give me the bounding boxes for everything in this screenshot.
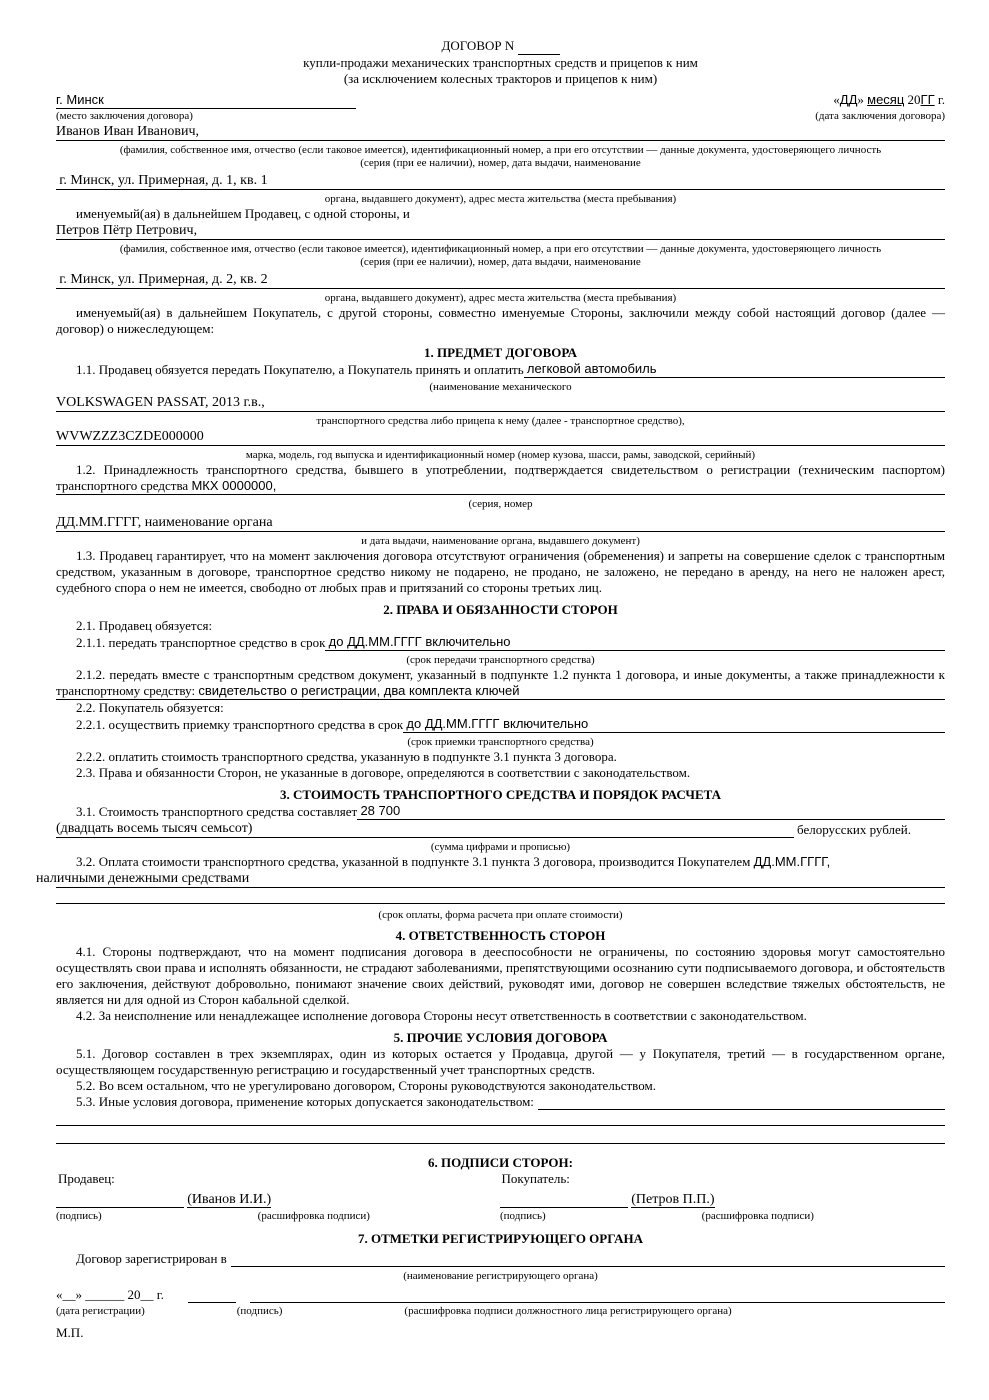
vin-value: WVWZZZ3CZDE000000 [56,429,204,444]
seller-role-text: именуемый(ая) в дальнейшем Продавец, с одной стороны, и [76,206,410,221]
clause-5-1: 5.1. Договор составлен в трех экземплярах, один из которых остается у Продавца, другой — у Покупателя, третий — в государственном органе, осуществляющем государственную регистрацию и государственный учет транспортных средств. [56,1046,945,1077]
registration-org-row [56,1251,945,1267]
seller-name-hint-2: (серия (при ее наличии), номер, дата выдачи, наименование [360,157,641,169]
signature-labels-row [56,1171,945,1187]
clause-2-1-1 [56,634,945,651]
section-7-heading: 7. ОТМЕТКИ РЕГИСТРИРУЮЩЕГО ОРГАНА [358,1231,643,1246]
seller-address-hint: органа, выдавшего документ), адрес места жительства (места пребывания) [324,193,677,205]
payment-date-value[interactable]: ДД.ММ.ГГГГ, [753,854,831,869]
price-words-row [56,820,945,838]
clause-3-1 [56,803,945,820]
buyer-name-hint-2: (серия (при ее наличии), номер, дата выдачи, наименование [360,256,641,268]
registration-issued-field[interactable] [56,514,945,532]
title-text: ДОГОВОР N [441,38,515,53]
buyer-role-text: именуемый(ая) в дальнейшем Покупатель, с другой стороны, совместно именуемые Стороны, заключили между собой настоящий договор (далее — договор) о нижеследующем: [56,305,945,336]
contract-title [56,38,945,55]
registrar-decode-hint: (расшифровка подписи должностного лица регистрирующего органа) [404,1305,732,1317]
registration-hints-row [56,1303,945,1319]
stamp-place: М.П. [56,1325,84,1340]
signature-lines-row [56,1191,945,1208]
date-hint: (дата заключения договора) [815,110,945,122]
seller-address-field[interactable] [56,172,945,190]
clause-4-1: 4.1. Стороны подтверждают, что на момент подписания договора в дееспособности не ограничены, по состоянию здоровья могут самостоятельно осуществлять свои права и исполнять обязанности, не страдают заболеваниями, препятствующими осознанию сути подписываемого договора, и обстоятельств его заключения, действуют добровольно, понимают значение своих действий, руководят ими, договор не совершен вследствие тяжелых обстоятельств, не является ни для одной из Сторон кабальной сделкой. [56,944,945,1007]
buyer-name: Петров Пётр Петрович, [56,223,198,238]
seller-sign-hint: (подпись) [56,1210,102,1222]
buyer-signature-field[interactable] [500,1191,628,1208]
vehicle-model-value: VOLKSWAGEN PASSAT, 2013 г.в., [56,395,265,410]
clause-2-2-2: 2.2.2. оплатить стоимость транспортного средства, указанную в подпункте 3.1 пункта 3 договора. [76,749,617,764]
transfer-term-field[interactable] [325,634,945,651]
registration-date-row [56,1286,945,1303]
seller-name-hint-1: (фамилия, собственное имя, отчество (если таковое имеется), идентификационный номер, а при его отсутствии — данные документа, удостоверяющего личность [119,144,882,156]
clause-5-3 [56,1094,945,1110]
signature-hints-row [56,1208,945,1225]
place-hint: (место заключения договора) [56,110,193,122]
clause-1-1-text: 1.1. Продавец обязуется передать Покупателю, а Покупатель принять и оплатить [76,362,524,377]
registration-hint-d: (серия, номер [468,498,533,510]
section-5-heading: 5. ПРОЧИЕ УСЛОВИЯ ДОГОВОРА [393,1030,608,1045]
clause-2-3: 2.3. Права и обязанности Сторон, не указанные в договоре, определяются в соответствии с законодательством. [76,765,691,780]
clause-2-2-1 [56,716,945,733]
price-value: 28 700 [360,803,401,818]
date-year: ГГ [920,92,935,107]
buyer-address: г. Минск, ул. Примерная, д. 2, кв. 2 [59,272,268,287]
clause-1-3: 1.3. Продавец гарантирует, что на момент заключения договора отсутствуют ограничения (обременения) и запреты на совершение сделок с транспортным средством, указанным в договоре, транспортное средство никому не подарено, не продано, не заложено, не передано в аренду, на него не наложен арест, судебного спора о нем не имеется, свободно от любых прав и притязаний со стороны третьих лиц. [56,548,945,595]
clause-2-1: 2.1. Продавец обязуется: [76,618,213,633]
registrar-sign-hint: (подпись) [236,1305,283,1317]
date-day: ДД [839,92,858,107]
buyer-signature-decode: (Петров П.П.) [631,1192,715,1207]
other-terms-field-1[interactable] [538,1095,945,1110]
vehicle-type-field[interactable] [524,361,945,378]
seller-signature-hints [56,1208,500,1225]
price-words-value: (двадцать восемь тысяч семьсот) [56,821,253,836]
clause-2-2-1-text: 2.2.1. осуществить приемку транспортного средства в срок [76,717,404,732]
seller-address: г. Минск, ул. Примерная, д. 1, кв. 1 [59,173,268,188]
section-3-heading: 3. СТОИМОСТЬ ТРАНСПОРТНОГО СРЕДСТВА И ПОРЯДОК РАСЧЕТА [279,787,722,802]
vin-field[interactable] [56,428,945,446]
contract-subtitle-2: (за исключением колесных тракторов и прицепов к ним) [343,71,658,86]
clause-1-1 [56,361,945,378]
registration-date-hint: (дата регистрации) [56,1305,145,1317]
clause-2-1-2-text: 2.1.2. передать вместе с транспортным средством документ, указанный в подпункте 1.2 пункта 1 договора, и иные документы, а также принадлежности к транспортному средству: [56,667,945,698]
seller-signature-field[interactable] [56,1191,184,1208]
price-words-field[interactable] [56,820,794,838]
seller-decode-hint: (расшифровка подписи) [257,1210,370,1222]
acceptance-term-hint: (срок приемки транспортного средства) [407,736,594,748]
section-6-heading: 6. ПОДПИСИ СТОРОН: [428,1155,573,1170]
payment-form-value[interactable]: наличными денежными средствами [36,871,250,886]
vehicle-model-field[interactable] [56,394,945,412]
transfer-term-hint: (срок передачи транспортного средства) [406,654,595,666]
acceptance-term-field[interactable] [403,716,945,733]
place-field[interactable] [56,92,356,109]
clause-2-1-1-text: 2.1.1. передать транспортное средство в срок [76,635,326,650]
contract-date-field[interactable] [833,92,945,109]
price-field[interactable] [357,803,945,820]
acceptance-term-value: до ДД.ММ.ГГГГ включительно [406,716,589,731]
buyer-signature-block [500,1191,944,1208]
price-hint: (сумма цифрами и прописью) [430,841,571,853]
seller-name: Иванов Иван Иванович, [56,124,199,139]
seller-signature-block [56,1191,500,1208]
clause-1-2-text: 1.2. Принадлежность транспортного средства, бывшего в употреблении, подтверждается свидетельством о регистрации (техническим паспортом) транспортного средства [56,462,945,493]
place-value: г. Минск [56,92,104,107]
transfer-term-value: до ДД.ММ.ГГГГ включительно [328,634,511,649]
payment-hint: (срок оплаты, форма расчета при оплате стоимости) [378,909,623,921]
date-suffix: г. [937,92,945,107]
vehicle-hint-a: (наименование механического [429,381,572,393]
registration-issued-value: ДД.ММ.ГГГГ, наименование органа [56,515,273,530]
buyer-sign-hint: (подпись) [500,1210,546,1222]
registration-date-field[interactable]: «__» ______ 20__ г. [56,1287,164,1302]
registration-number-value[interactable]: МКХ 0000000, [191,478,277,493]
date-quote-close: » [857,92,864,107]
clause-1-2 [56,462,945,495]
seller-signature-decode: (Иванов И.И.) [187,1192,272,1207]
vehicle-type-value: легковой автомобиль [526,361,657,376]
registrar-decode-field[interactable] [250,1288,945,1303]
registration-org-field[interactable] [231,1252,945,1267]
seller-name-field[interactable] [56,123,945,141]
date-quote-open: « [833,92,840,107]
place-date-row [56,92,945,109]
buyer-signature-label: Покупатель: [501,1171,570,1186]
currency-label: белорусских рублей. [797,822,912,837]
registration-org-hint: (наименование регистрирующего органа) [403,1270,598,1282]
date-year-prefix: 20 [907,92,921,107]
registered-text: Договор зарегистрирован в [76,1251,227,1266]
registrar-signature-field[interactable] [188,1286,236,1303]
clause-5-2: 5.2. Во всем остальном, что не урегулировано договором, Стороны руководствуются законодательством. [76,1078,656,1093]
payment-blank-line[interactable] [56,888,945,904]
clause-3-2 [36,854,945,888]
contract-number-blank[interactable] [518,38,560,55]
section-2-heading: 2. ПРАВА И ОБЯЗАННОСТИ СТОРОН [383,602,618,617]
registration-hint-e: и дата выдачи, наименование органа, выдавшего документ) [361,535,640,547]
vehicle-hint-c: марка, модель, год выпуска и идентификационный номер (номер кузова, шасси, рамы, заводской, серийный) [245,449,756,461]
place-date-hints [56,109,945,123]
other-terms-field-3[interactable] [56,1128,945,1144]
buyer-address-hint: органа, выдавшего документ), адрес места жительства (места пребывания) [324,292,677,304]
buyer-name-hint-1: (фамилия, собственное имя, отчество (если таковое имеется), идентификационный номер, а при его отсутствии — данные документа, удостоверяющего личность [119,243,882,255]
clause-2-1-2 [56,667,945,700]
date-month: месяц [867,92,905,107]
buyer-name-field[interactable] [56,222,945,240]
clause-4-2: 4.2. За неисполнение или ненадлежащее исполнение договора Стороны несут ответственность в соответствии с законодательством. [76,1008,807,1023]
buyer-signature-hints [500,1208,944,1225]
contract-document [36,38,945,1341]
clause-2-2: 2.2. Покупатель обязуется: [76,700,224,715]
contract-subtitle-1: купли-продажи механических транспортных средств и прицепов к ним [303,55,698,70]
accessories-value[interactable]: свидетельство о регистрации, два комплекта ключей [198,683,520,698]
clause-3-1-text: 3.1. Стоимость транспортного средства составляет [76,804,358,819]
clause-5-3-text: 5.3. Иные условия договора, применение которых допускается законодательством: [76,1094,534,1109]
section-4-heading: 4. ОТВЕТСТВЕННОСТЬ СТОРОН [395,928,606,943]
section-1-heading: 1. ПРЕДМЕТ ДОГОВОРА [423,345,578,360]
vehicle-hint-b: транспортного средства либо прицепа к нему (далее - транспортное средство), [316,415,685,427]
seller-signature-label: Продавец: [58,1171,115,1186]
buyer-decode-hint: (расшифровка подписи) [701,1210,814,1222]
other-terms-field-2[interactable] [56,1110,945,1126]
clause-3-2-text: 3.2. Оплата стоимости транспортного средства, указанной в подпункте 3.1 пункта 3 договора, производится Покупателем [76,854,751,869]
buyer-address-field[interactable] [56,271,945,289]
